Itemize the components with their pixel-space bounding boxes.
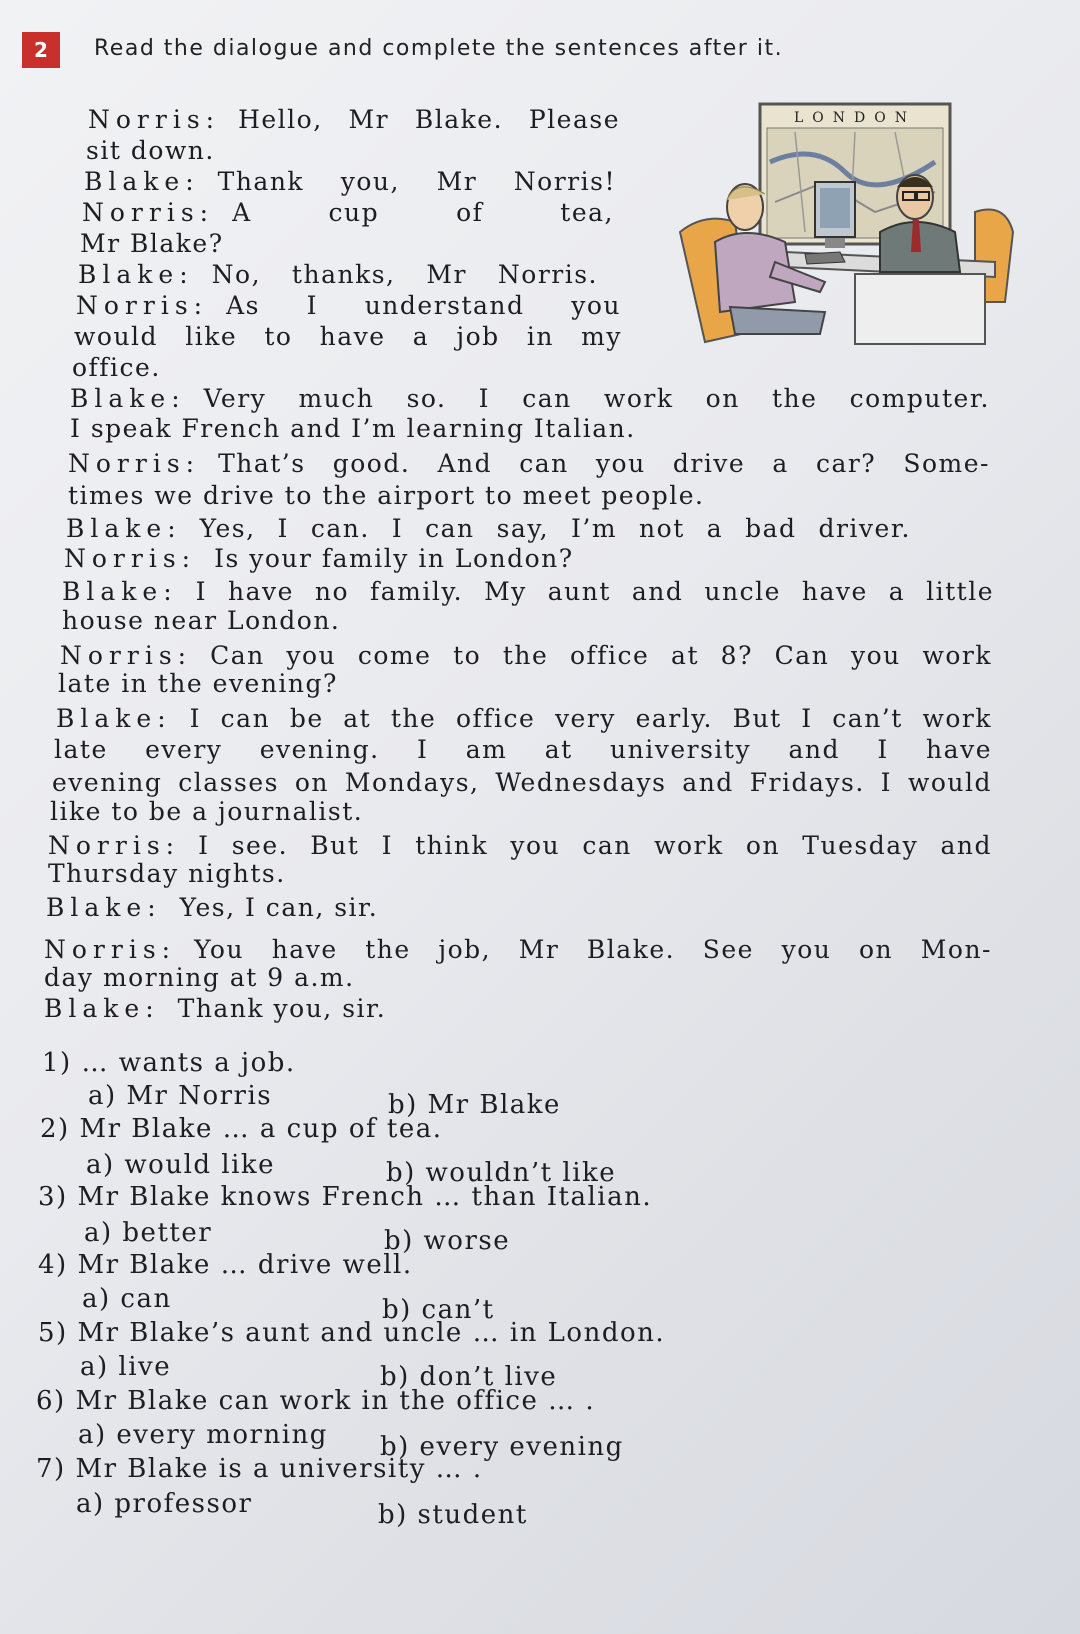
speaker-name: Norris:	[88, 105, 221, 134]
dialogue-text: house near London.	[62, 606, 341, 635]
dialogue-text: Yes, I can, sir.	[179, 893, 379, 922]
speaker-name: Blake:	[62, 577, 178, 606]
answer-option-b: b) don’t live	[380, 1362, 558, 1392]
answer-option-b: b) can’t	[382, 1295, 495, 1325]
dialogue-text: Thank you, Mr Norris!	[217, 167, 616, 196]
speaker-name: Norris:	[82, 198, 215, 227]
answer-option-b: b) every evening	[380, 1432, 624, 1462]
answer-option-a: a) would like	[86, 1150, 276, 1180]
answer-option-b: b) Mr Blake	[388, 1090, 561, 1120]
speaker-name: Blake:	[66, 514, 182, 543]
speaker-name: Norris:	[64, 544, 197, 573]
exercise-instruction: Read the dialogue and complete the sentences after it.	[94, 36, 784, 61]
answer-option-a: a) better	[84, 1218, 213, 1248]
speaker-name: Blake:	[44, 994, 160, 1023]
speaker-name: Norris:	[44, 935, 177, 964]
dialogue-text: I can be at the office very early. But I can’t work	[189, 704, 992, 733]
answer-option-a: a) can	[82, 1284, 172, 1314]
speaker-name: Norris:	[76, 291, 209, 320]
answer-option-a: a) Mr Norris	[88, 1081, 273, 1111]
dialogue-text: times we drive to the airport to meet people.	[68, 481, 705, 510]
question-stem: 6) Mr Blake can work in the office … .	[36, 1386, 596, 1416]
question-stem: 5) Mr Blake’s aunt and uncle … in London.	[38, 1318, 666, 1348]
speaker-name: Norris:	[60, 641, 193, 670]
answer-option-b: b) wouldn’t like	[386, 1158, 617, 1188]
dialogue-text: No, thanks, Mr Norris.	[211, 260, 598, 289]
speaker-name: Norris:	[48, 831, 181, 860]
speaker-name: Norris:	[68, 449, 201, 478]
dialogue-text: Hello, Mr Blake. Please	[238, 105, 620, 134]
dialogue-text: evening classes on Mondays, Wednesdays and Fridays. I would	[52, 768, 992, 797]
dialogue-text: Yes, I can. I can say, I’m not a bad driver.	[199, 514, 911, 543]
question-stem: 3) Mr Blake knows French … than Italian.	[38, 1182, 653, 1212]
dialogue-text: Thank you, sir.	[177, 994, 387, 1023]
dialogue-text: like to be a journalist.	[50, 797, 364, 826]
dialogue-text: day morning at 9 a.m.	[44, 963, 355, 992]
dialogue-text: Is your family in London?	[214, 544, 574, 573]
speaker-name: Blake:	[78, 260, 194, 289]
exercise-number-badge: 2	[22, 32, 60, 68]
question-stem: 2) Mr Blake … a cup of tea.	[40, 1114, 443, 1144]
dialogue-text: That’s good. And can you drive a car? Some-	[218, 449, 990, 478]
dialogue-text: As I understand you	[226, 291, 621, 320]
dialogue-text: You have the job, Mr Blake. See you on Mon-	[194, 935, 992, 964]
dialogue-text: I speak French and I’m learning Italian.	[70, 414, 636, 443]
dialogue-text: Thursday nights.	[48, 859, 286, 888]
question-stem: 1) … wants a job.	[42, 1048, 296, 1078]
dialogue-text: I see. But I think you can work on Tuesday and	[198, 831, 992, 860]
speaker-name: Blake:	[56, 704, 172, 733]
speaker-name: Blake:	[46, 893, 162, 922]
dialogue-text: office.	[72, 353, 161, 382]
dialogue-text: Mr Blake?	[80, 229, 224, 258]
dialogue-text: A cup of tea,	[232, 198, 614, 227]
dialogue-text: Very much so. I can work on the computer.	[203, 384, 990, 413]
dialogue-text: Can you come to the office at 8? Can you work	[210, 641, 992, 670]
question-stem: 7) Mr Blake is a university … .	[36, 1454, 483, 1484]
dialogue-text: sit down.	[86, 136, 215, 165]
dialogue-text: would like to have a job in my	[74, 322, 622, 351]
dialogue-text: late every evening. I am at university and I have	[54, 735, 992, 764]
answer-option-b: b) worse	[384, 1226, 511, 1256]
dialogue-text: late in the evening?	[58, 669, 338, 698]
question-stem: 4) Mr Blake … drive well.	[38, 1250, 413, 1280]
answer-option-b: b) student	[378, 1500, 528, 1530]
answer-option-a: a) every morning	[78, 1420, 328, 1450]
dialogue-text: I have no family. My aunt and uncle have a little	[195, 577, 994, 606]
speaker-name: Blake:	[70, 384, 186, 413]
answer-option-a: a) professor	[76, 1489, 253, 1519]
speaker-name: Blake:	[84, 167, 200, 196]
answer-option-a: a) live	[80, 1352, 172, 1382]
map-sign-text: LONDON	[794, 110, 916, 126]
